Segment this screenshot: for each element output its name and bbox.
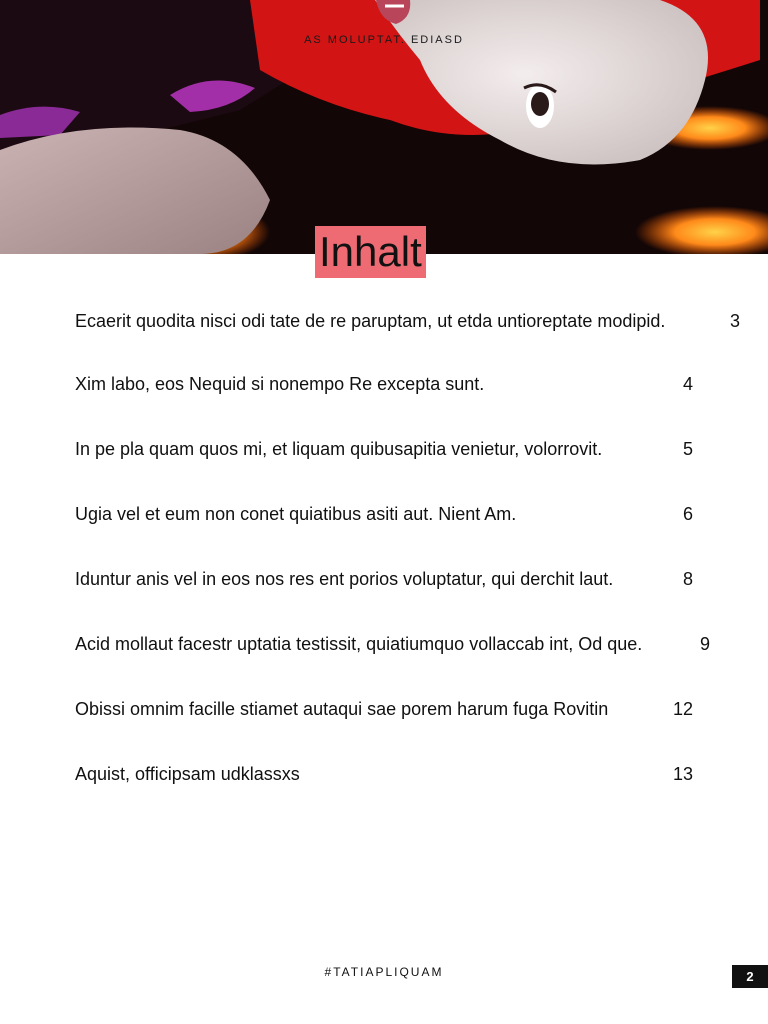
toc-page: 3: [730, 311, 741, 331]
toc-title: Ugia vel et eum non conet quiatibus asiti aut. Nient Am.: [75, 504, 517, 524]
toc-title: Iduntur anis vel in eos nos res ent porios voluptatur, qui derchit laut.: [75, 569, 614, 589]
toc-row[interactable]: [75, 694, 755, 724]
toc-row[interactable]: [75, 499, 755, 529]
toc-title: In pe pla quam quos mi, et liquam quibusapitia venietur, volorrovit.: [75, 439, 603, 459]
page-title-text: Inhalt: [319, 228, 422, 275]
toc-row[interactable]: [75, 434, 755, 464]
toc-row[interactable]: [75, 629, 755, 659]
toc-title: Ecaerit quodita nisci odi tate de re paruptam, ut etda untioreptate modipid.: [75, 311, 666, 331]
toc-title: Aquist, officipsam udklassxs: [75, 764, 300, 784]
footer-hashtag: #TATIAPLIQUAM: [324, 965, 444, 979]
toc-title: Xim labo, eos Nequid si nonempo Re excepta sunt.: [75, 374, 485, 394]
toc-page: 8: [683, 569, 694, 589]
toc-page: 13: [673, 764, 694, 784]
toc-page: 5: [683, 439, 694, 459]
toc-page: 4: [683, 374, 694, 394]
toc-row[interactable]: [75, 564, 755, 594]
header-text: AS MOLUPTAT. EDIASD: [304, 34, 464, 46]
toc-page: 12: [673, 699, 694, 719]
toc-row[interactable]: [75, 306, 755, 336]
toc-row[interactable]: [75, 759, 755, 789]
toc-title: Obissi omnim facille stiamet autaqui sae porem harum fuga Rovitin: [75, 699, 609, 719]
page-title: [315, 226, 426, 278]
toc-page: 6: [683, 504, 694, 524]
page-number-badge: 2: [732, 965, 768, 988]
toc-row[interactable]: [75, 369, 755, 399]
toc-page: 9: [700, 634, 711, 654]
hero-image: [0, 0, 768, 254]
toc-title: Acid mollaut facestr uptatia testissit, quiatiumquo vollaccab int, Od que.: [75, 634, 643, 654]
